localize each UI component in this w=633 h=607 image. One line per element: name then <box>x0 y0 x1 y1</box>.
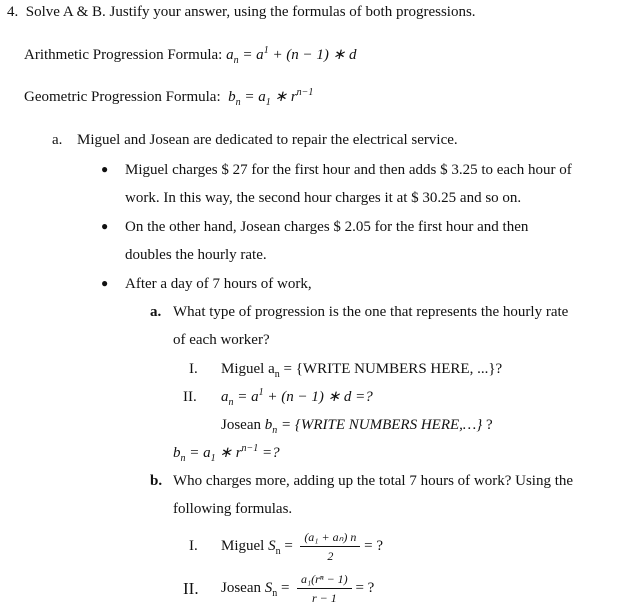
subq-a-label: a. <box>150 304 162 320</box>
sum-i-label: I. <box>189 538 198 554</box>
geo-general-term: $b_n = a_1$ ∗ $r^{n-1}$ =? <box>173 443 280 464</box>
subq-a-text: What type of progression is the one that represents the hourly rate <box>173 304 569 320</box>
item-ii-label: II. <box>183 389 197 405</box>
arith-formula: $a_n = a^1 + (n - 1)$ ∗ d <box>226 45 357 66</box>
arithmetic-formula-line <box>24 46 357 64</box>
bullet-text: After a day of 7 hours of work, <box>125 276 312 292</box>
question-number: 4. <box>7 4 19 20</box>
question-header <box>7 3 476 21</box>
bullet-icon: ● <box>101 219 109 233</box>
bullet-icon: ● <box>101 276 109 290</box>
bullet-text: On the other hand, Josean charges $ 2.05 for the first hour and then <box>125 219 529 235</box>
bullet-text: work. In this way, the second hour charges it at $ 30.25 and so on. <box>125 190 522 206</box>
fraction: $\frac{\text{(a₁ + aₙ) n}}{2}$ <box>300 530 360 563</box>
subq-b-text: following formulas. <box>173 501 293 517</box>
fraction: $\frac{\text{a₁(rⁿ − 1)}}{r - 1}$ <box>297 572 352 605</box>
subq-b-label: b. <box>150 473 163 489</box>
miguel-sum-formula: Miguel $S_n$ = $\frac{\text{(a₁ + aₙ) n}}{2}$ = ? <box>221 530 383 564</box>
bullet-text: Miguel charges $ 27 for the first hour and then adds $ 3.25 to each hour of <box>125 162 572 178</box>
miguel-sequence: Miguel $a_n$ = {WRITE NUMBERS HERE, ...}? <box>221 361 503 380</box>
sum-ii-label: II. <box>183 579 199 598</box>
arith-label: Arithmetic Progression Formula: <box>24 47 223 63</box>
josean-sequence: Josean $b_n$ = {WRITE NUMBERS HERE,…} ? <box>221 417 493 436</box>
josean-sum-formula: Josean $S_n$ = $\frac{\text{a₁(rⁿ − 1)}}{r - 1}$ = ? <box>221 572 375 606</box>
part-a-text: Miguel and Josean are dedicated to repair the electrical service. <box>77 132 458 148</box>
arith-general-term: $a_n = a^1 + (n - 1)$ ∗ d =? <box>221 387 373 408</box>
item-i-label: I. <box>189 361 198 377</box>
geo-formula: $b_n = a_1$ ∗ $r^{n-1}$ <box>228 87 314 108</box>
geometric-formula-line <box>24 88 313 106</box>
bullet-text: doubles the hourly rate. <box>125 247 267 263</box>
subq-b-text: Who charges more, adding up the total 7 hours of work? Using the <box>173 473 574 489</box>
part-a-label: a. <box>52 132 63 148</box>
geo-label: Geometric Progression Formula: <box>24 89 221 105</box>
question-text: Solve A & B. Justify your answer, using the formulas of both progressions. <box>25 4 476 20</box>
subq-a-text: of each worker? <box>173 332 270 348</box>
bullet-icon: ● <box>101 162 109 176</box>
